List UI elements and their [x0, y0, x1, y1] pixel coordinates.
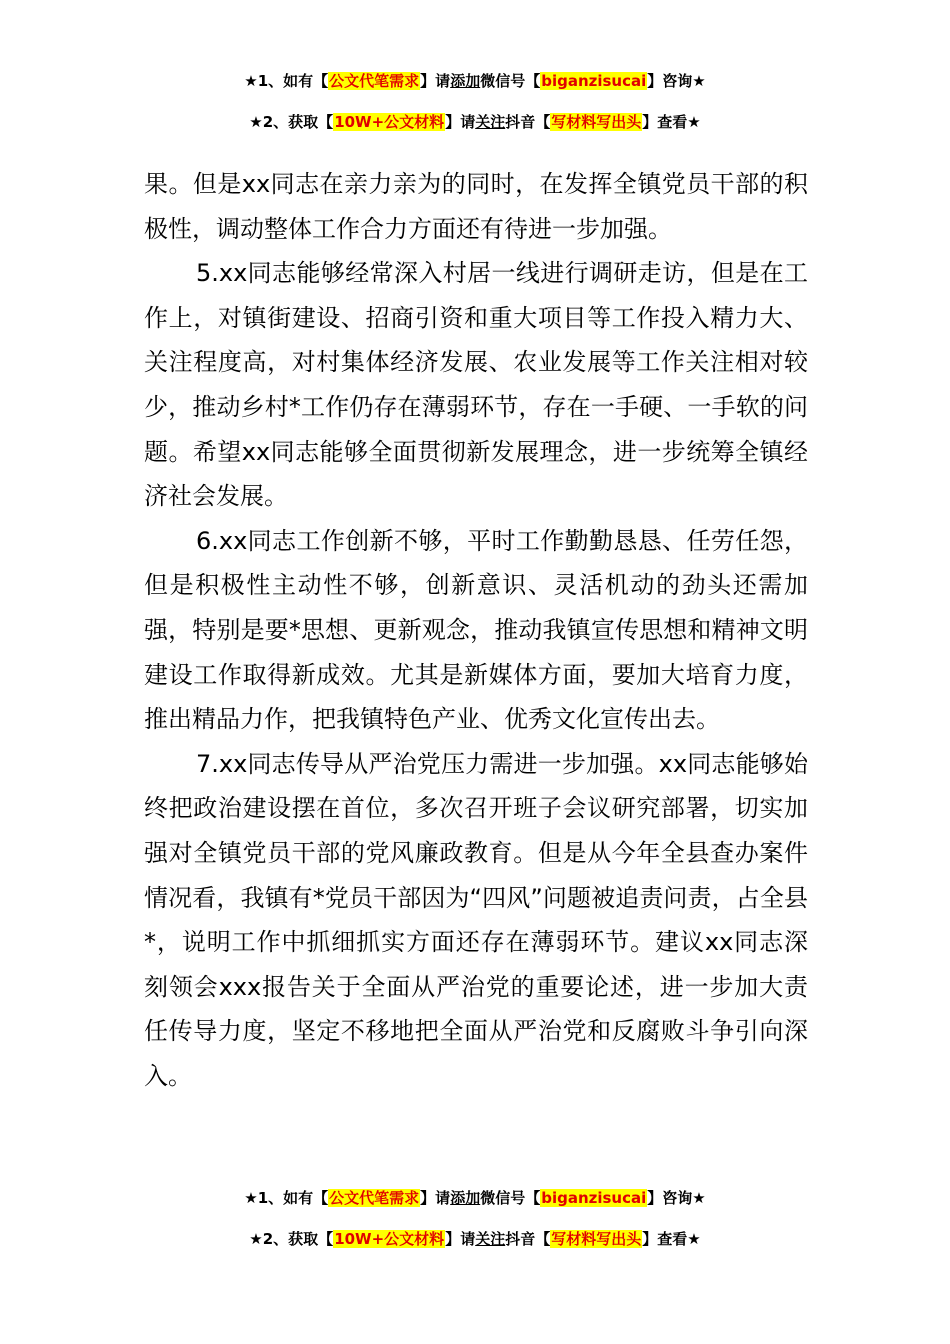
paragraph-item-6: 6.xx同志工作创新不够，平时工作勤勤恳恳、任劳任怨，但是积极性主动性不够，创新意识、灵活机动的劲头还需加强，特别是要*思想、更新观念，推动我镇宣传思想和精神文明建设工作取得新成效。尤其是新媒体方面，要加大培育力度，推出精品力作，把我镇特色产业、优秀文化宣传出去。 — [144, 526, 808, 734]
footer-line-2-suffix: 】查看★ — [642, 1230, 701, 1248]
header-line-1-prefix: ★1、如有【 — [244, 72, 329, 90]
document-body — [144, 162, 808, 1098]
footer-line-2-douyin-label: 抖音【 — [505, 1230, 551, 1248]
footer-line-2 — [0, 1228, 950, 1250]
header-line-2-text: 】请 — [445, 113, 476, 131]
footer-line-1-suffix: 】咨询★ — [647, 1189, 706, 1207]
footer-line-1 — [0, 1187, 950, 1209]
footer-underline-add: 添加 — [450, 1189, 481, 1207]
header-highlight-service: 公文代笔需求 — [329, 72, 420, 90]
footer-line-2-prefix: ★2、获取【 — [249, 1230, 334, 1248]
footer-underline-follow: 关注 — [475, 1230, 506, 1248]
header-line-1 — [0, 70, 950, 92]
footer-line-1-wechat-label: 微信号【 — [480, 1189, 541, 1207]
header-underline-follow: 关注 — [475, 113, 506, 131]
header-highlight-materials: 10W+公文材料 — [334, 113, 445, 131]
header-line-1-text: 】请 — [420, 72, 451, 90]
footer-line-1-prefix: ★1、如有【 — [244, 1189, 329, 1207]
footer-highlight-douyin-account: 写材料写出头 — [551, 1230, 642, 1248]
header-line-2-douyin-label: 抖音【 — [505, 113, 551, 131]
footer-line-2-text: 】请 — [445, 1230, 476, 1248]
header-line-1-wechat-label: 微信号【 — [480, 72, 541, 90]
header-underline-add: 添加 — [450, 72, 481, 90]
footer-highlight-materials: 10W+公文材料 — [334, 1230, 445, 1248]
header-line-2-suffix: 】查看★ — [642, 113, 701, 131]
header-highlight-wechat-id: biganzisucai — [541, 72, 647, 90]
footer-highlight-service: 公文代笔需求 — [329, 1189, 420, 1207]
footer-highlight-wechat-id: biganzisucai — [541, 1189, 647, 1207]
paragraph-continuation: 果。但是xx同志在亲力亲为的同时，在发挥全镇党员干部的积极性，调动整体工作合力方面还有待进一步加强。 — [144, 170, 808, 243]
header-line-1-suffix: 】咨询★ — [647, 72, 706, 90]
footer-line-1-text: 】请 — [420, 1189, 451, 1207]
header-line-2 — [0, 111, 950, 133]
paragraph-item-5: 5.xx同志能够经常深入村居一线进行调研走访，但是在工作上，对镇街建设、招商引资和重大项目等工作投入精力大、关注程度高，对村集体经济发展、农业发展等工作关注相对较少，推动乡村*工作仍存在薄弱环节，存在一手硬、一手软的问题。希望xx同志能够全面贯彻新发展理念，进一步统筹全镇经济社会发展。 — [144, 259, 808, 511]
header-line-2-prefix: ★2、获取【 — [249, 113, 334, 131]
header-highlight-douyin-account: 写材料写出头 — [551, 113, 642, 131]
paragraph-item-7: 7.xx同志传导从严治党压力需进一步加强。xx同志能够始终把政治建设摆在首位，多次召开班子会议研究部署，切实加强对全镇党员干部的党风廉政教育。但是从今年全县查办案件情况看，我镇有*党员干部因为“四风”问题被追责问责，占全县*，说明工作中抓细抓实方面还存在薄弱环节。建议xx同志深刻领会xxx报告关于全面从严治党的重要论述，进一步加大责任传导力度，坚定不移地把全面从严治党和反腐败斗争引向深入。 — [144, 749, 808, 1090]
